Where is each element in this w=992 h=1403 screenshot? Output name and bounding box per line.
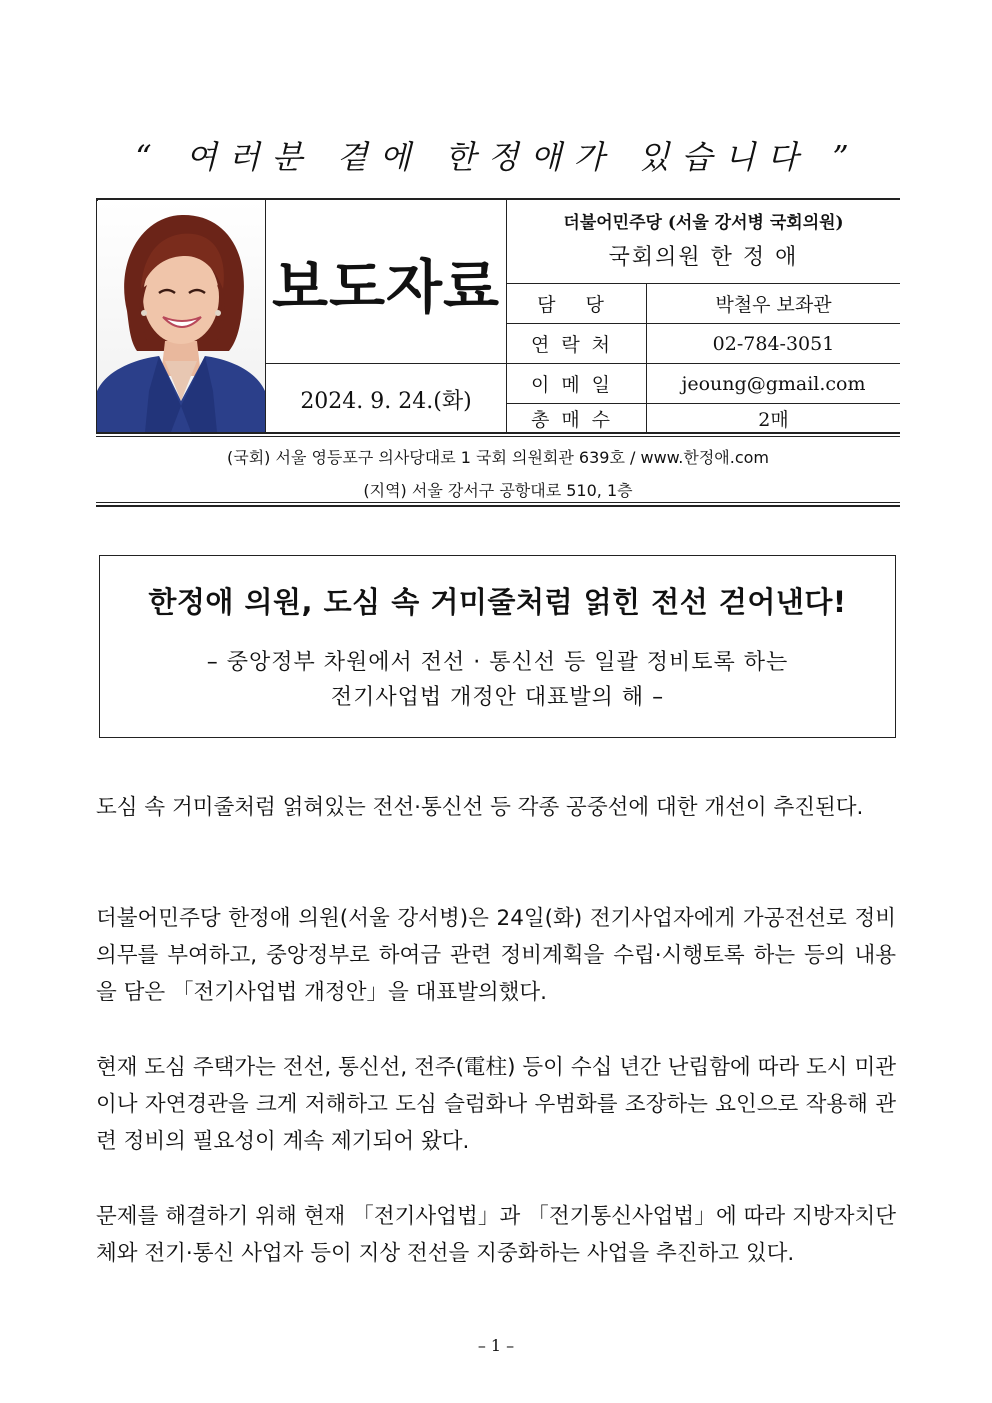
body-paragraph-3: 현재 도심 주택가는 전선, 통신선, 전주(電柱) 등이 수십 년간 난립함에 따라 도시 미관이나 자연경관을 크게 저해하고 도심 슬럼화나 우범화를 조장하는 요인으로 작용해 관련 정비의 필요성이 계속 제기되어 왔다.: [96, 1055, 896, 1154]
local-address: (지역) 서울 강서구 공항대로 510, 1층: [363, 481, 633, 500]
contact-value-pages: 2매: [758, 408, 789, 431]
body-paragraph-4: 문제를 해결하기 위해 현재 「전기사업법」과 「전기통신사업법」에 따라 지방자치단체와 전기·통신 사업자 등이 지상 전선을 지중화하는 사업을 추진하고 있다.: [96, 1204, 896, 1266]
page-number: – 1 –: [477, 1336, 515, 1355]
contact-value-manager: 박철우 보좌관: [715, 294, 832, 316]
member-name: 국회의원 한 정 애: [608, 245, 799, 270]
assembly-address: (국회) 서울 영등포구 의사당대로 1 국회 의원회관 639호 / www.한정애.com: [227, 448, 769, 467]
contact-label-email: 이메일: [530, 374, 623, 396]
contact-value-email: jeoung@gmail.com: [681, 372, 866, 395]
contact-value-phone: 02-784-3051: [712, 332, 835, 355]
portrait-photo: [97, 201, 265, 432]
subheadline-line-2: 전기사업법 개정안 대표발의 해 –: [330, 685, 665, 710]
body-paragraph-1: 도심 속 거미줄처럼 얽혀있는 전선·통신선 등 각종 공중선에 대한 개선이 추진된다.: [96, 795, 864, 820]
party-affiliation: 더불어민주당 (서울 강서병 국회의원): [563, 213, 844, 233]
press-release-title: 보도자료: [271, 253, 501, 321]
body-paragraph-2: 더불어민주당 한정애 의원(서울 강서병)은 24일(화) 전기사업자에게 가공전선로 정비의무를 부여하고, 중앙정부로 하여금 관련 정비계획을 수립·시행토록 하는 등의 내용을 담은 「전기사업법 개정안」을 대표발의했다.: [96, 906, 896, 1005]
contact-label-manager: 담 당: [537, 294, 616, 316]
slogan: “ 여러분 곁에 한정애가 있습니다 ”: [135, 138, 861, 176]
subheadline-line-1: – 중앙정부 차원에서 전선 · 통신선 등 일괄 정비토록 하는: [206, 650, 789, 675]
contact-label-phone: 연락처: [530, 334, 623, 356]
headline: 한정애 의원, 도심 속 거미줄처럼 얽힌 전선 걷어낸다!: [148, 585, 847, 619]
contact-label-pages: 총매수: [530, 408, 623, 431]
release-date: 2024. 9. 24.(화): [300, 388, 472, 414]
